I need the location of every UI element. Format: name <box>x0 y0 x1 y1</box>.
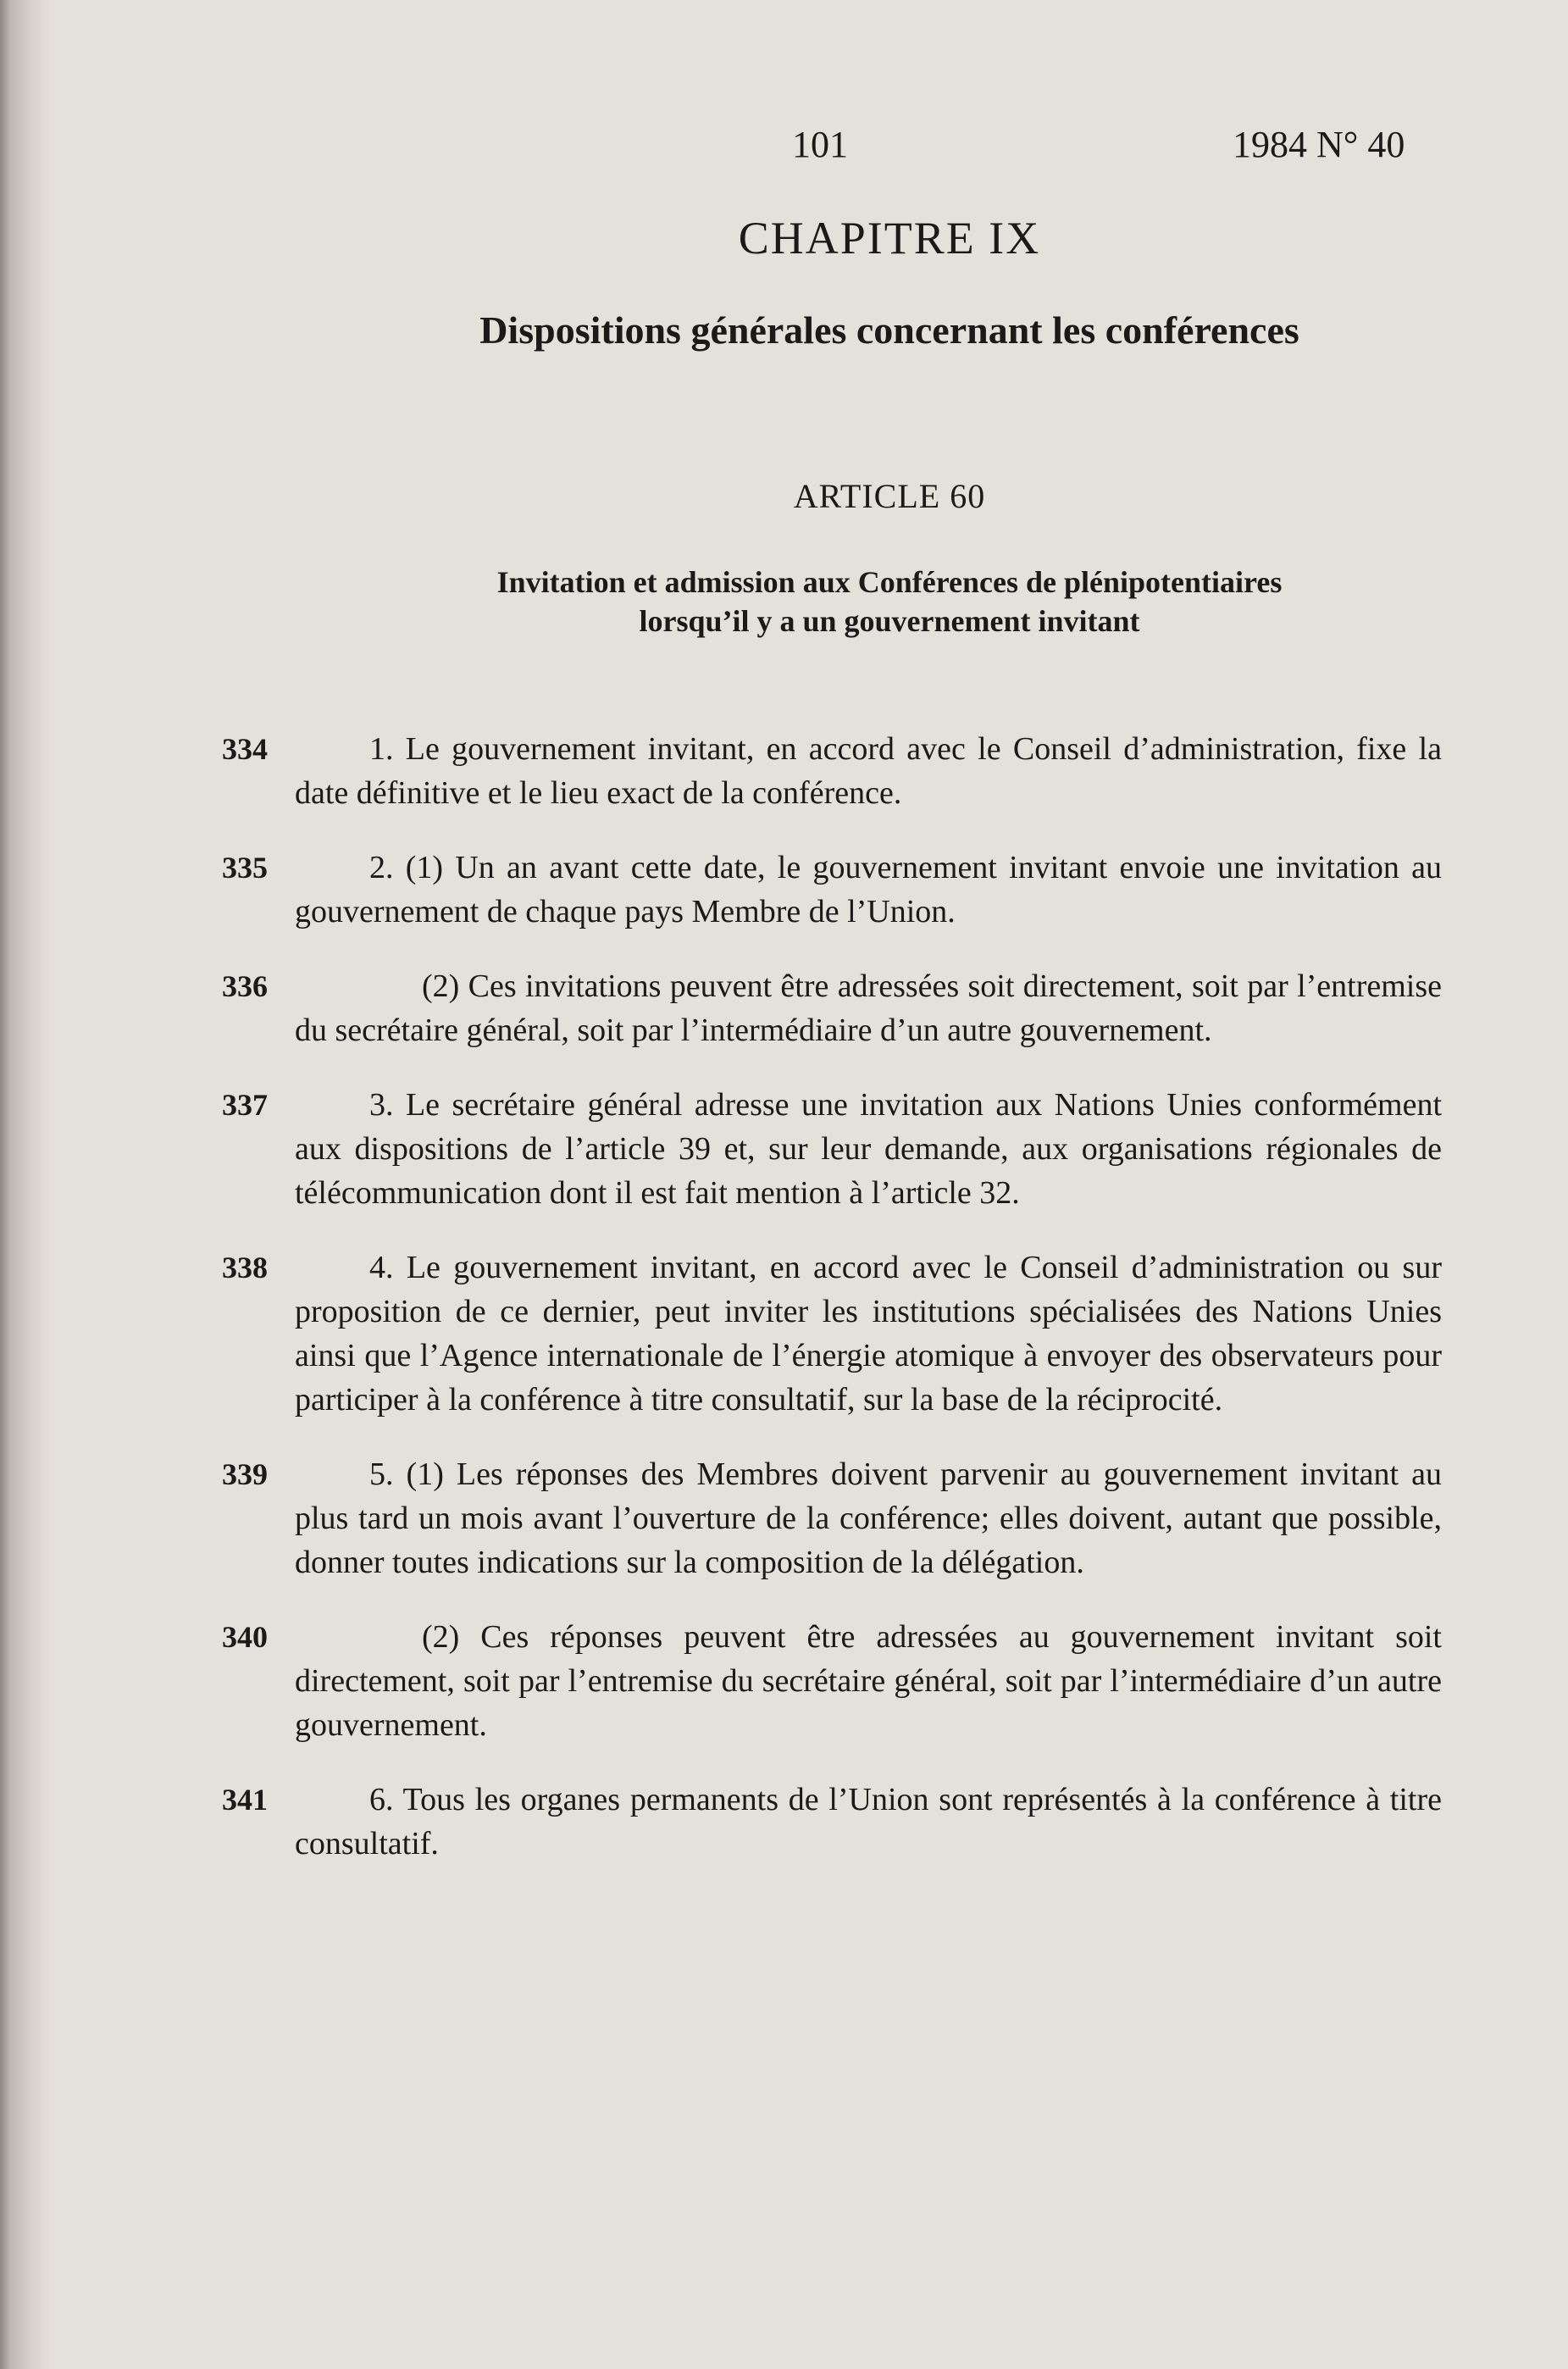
provision-number: 341 <box>222 1783 268 1817</box>
page-header <box>0 123 1568 165</box>
provision-text: (2) Ces réponses peuvent être adressées au gouvernement invitant soit directement, soit par l’entremise du secrétaire général, soit par l’intermédiaire d’un autre gouvernement. <box>295 1619 1442 1743</box>
provisions-list <box>222 727 1442 1896</box>
document-reference: 1984 N° 40 <box>1233 124 1405 165</box>
provision-337 <box>222 1083 1442 1215</box>
chapter-title: CHAPITRE IX <box>738 213 1041 264</box>
article-heading-line-1: Invitation et admission aux Conférences de plénipotentiaires <box>496 565 1283 599</box>
provision-338 <box>222 1246 1442 1422</box>
provision-number: 337 <box>222 1088 268 1122</box>
provision-number: 334 <box>222 732 268 766</box>
provision-341 <box>222 1778 1442 1866</box>
provision-339 <box>222 1452 1442 1584</box>
provision-340 <box>222 1615 1442 1747</box>
provision-336 <box>222 964 1442 1052</box>
provision-text: (2) Ces invitations peuvent être adressées soit directement, soit par l’entremise du secrétaire général, soit par l’intermédiaire d’un autre gouvernement. <box>295 968 1442 1048</box>
page-number: 101 <box>792 124 848 165</box>
article-heading <box>373 563 1406 641</box>
provision-number: 335 <box>222 851 268 885</box>
article-heading-line-2: lorsqu’il y a un gouvernement invitant <box>639 604 1140 638</box>
chapter-subtitle: Dispositions générales concernant les conférences <box>479 308 1299 352</box>
provision-text: 5. (1) Les réponses des Membres doivent parvenir au gouvernement invitant au plus tard un mois avant l’ouverture de la conférence; elles doivent, autant que possible, donner toutes indications sur la composition de la délégation. <box>295 1456 1442 1580</box>
provision-number: 336 <box>222 969 268 1003</box>
provision-334 <box>222 727 1442 815</box>
provision-number: 340 <box>222 1620 268 1654</box>
provision-text: 4. Le gouvernement invitant, en accord avec le Conseil d’administration ou sur proposition de ce dernier, peut inviter les institutions spécialisées des Nations Unies ainsi que l’Agence internationale de l’énergie atomique à envoyer des observateurs pour participer à la conférence à titre consultatif, sur la base de la réciprocité. <box>295 1250 1442 1418</box>
provision-text: 1. Le gouvernement invitant, en accord avec le Conseil d’administration, fixe la date définitive et le lieu exact de la conférence. <box>295 731 1442 811</box>
page-binding-shadow <box>0 0 51 2369</box>
provision-text: 2. (1) Un an avant cette date, le gouvernement invitant envoie une invitation au gouvernement de chaque pays Membre de l’Union. <box>295 850 1442 929</box>
provision-text: 3. Le secrétaire général adresse une invitation aux Nations Unies conformément aux dispositions de l’article 39 et, sur leur demande, aux organisations régionales de télécommunication dont il est fait mention à l’article 32. <box>295 1087 1442 1211</box>
provision-335 <box>222 846 1442 934</box>
article-title: ARTICLE 60 <box>793 477 986 515</box>
provision-text: 6. Tous les organes permanents de l’Union sont représentés à la conférence à titre consultatif. <box>295 1782 1442 1861</box>
provision-number: 339 <box>222 1457 268 1491</box>
provision-number: 338 <box>222 1251 268 1284</box>
